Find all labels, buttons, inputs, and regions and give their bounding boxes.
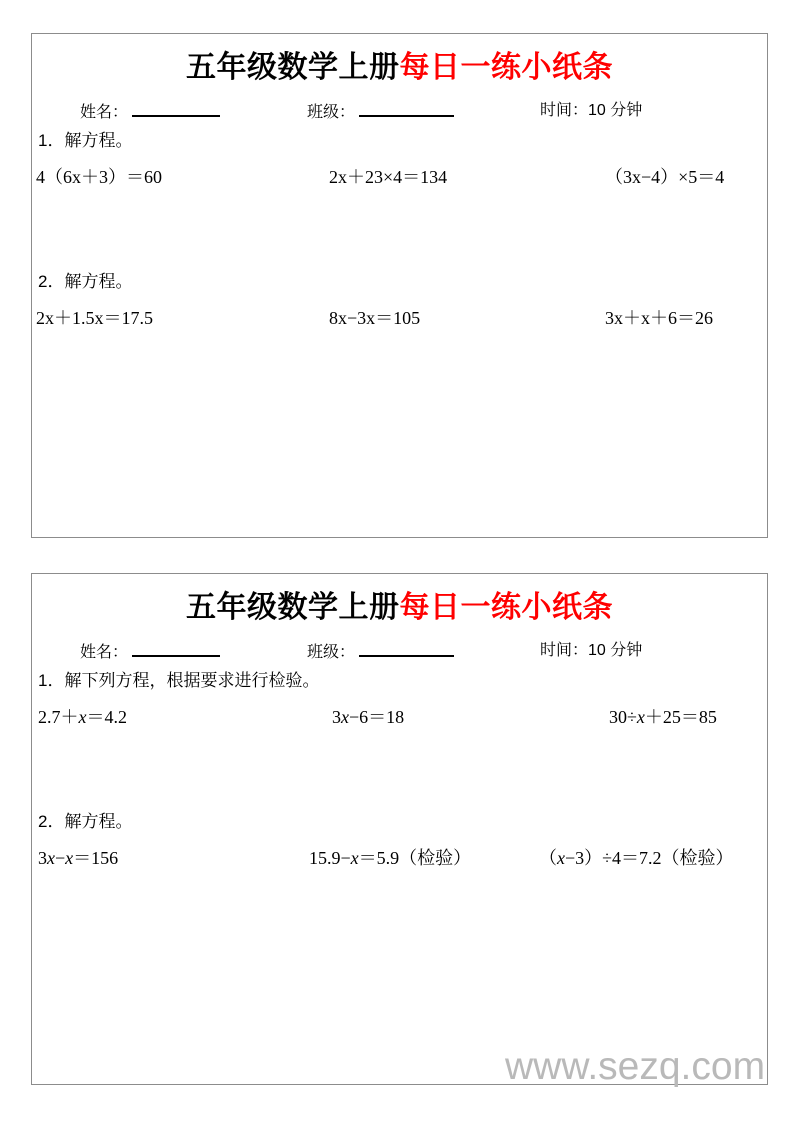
worksheet-card-2 xyxy=(31,573,768,1088)
equation: 8x−3x＝105 xyxy=(329,308,421,328)
equation-part: ＝4.2 xyxy=(86,707,127,727)
card-1-question-1-equations xyxy=(32,163,767,193)
equation-part: −6＝18 xyxy=(349,707,405,727)
equation-part: 3 xyxy=(332,707,341,727)
card-1-class-label: 班级： xyxy=(307,104,356,121)
card-1-class-blank[interactable] xyxy=(359,100,454,117)
card-1-question-2-equations xyxy=(32,304,767,334)
card-1-name-label: 姓名： xyxy=(80,104,129,121)
card-1-time-value: 10 分钟 xyxy=(588,102,643,119)
card-1-question-2-workspace xyxy=(32,334,767,394)
equation-variable: x xyxy=(341,707,349,727)
equation-part: ＝156 xyxy=(73,848,119,868)
card-1-question-1-heading: 1．解方程。 xyxy=(38,131,133,150)
equation-part: 15.9− xyxy=(309,848,351,868)
card-2-name-blank[interactable] xyxy=(132,640,220,657)
card-1-name-blank[interactable] xyxy=(132,100,220,117)
equation: 3x＋x＋6＝26 xyxy=(605,308,713,328)
card-2-meta-row xyxy=(32,640,767,670)
card-2-name-label: 姓名： xyxy=(80,644,129,661)
card-2-class-field[interactable] xyxy=(307,640,454,664)
equation-part: 30÷ xyxy=(609,707,637,727)
equation-part: 2.7＋ xyxy=(38,707,79,727)
equation-variable: x xyxy=(65,848,74,868)
card-1-question-1-workspace xyxy=(32,193,767,271)
equation xyxy=(539,844,734,872)
equation-part: −3）÷4＝7.2（检验） xyxy=(565,848,734,868)
card-2-question-2-equations xyxy=(32,844,767,874)
card-2-question-2-heading: 2．解方程。 xyxy=(38,812,133,831)
site-watermark: www.sezq.com xyxy=(505,1045,766,1088)
equation-variable: x xyxy=(636,707,645,727)
card-2-time-value: 10 分钟 xyxy=(588,642,643,659)
equation-part: （ xyxy=(539,848,557,868)
equation-variable: x xyxy=(350,848,359,868)
card-2-title-black: 五年级数学上册 xyxy=(186,591,400,624)
card-1-name-field[interactable] xyxy=(80,100,220,124)
card-2-title xyxy=(32,593,767,623)
card-2-class-blank[interactable] xyxy=(359,640,454,657)
card-1-title xyxy=(32,53,767,83)
card-2-name-field[interactable] xyxy=(80,640,220,664)
equation xyxy=(309,844,471,872)
equation-variable: x xyxy=(78,707,87,727)
card-1-meta-row xyxy=(32,100,767,130)
equation-part: 3 xyxy=(38,848,47,868)
card-1-time-field xyxy=(540,100,642,122)
equation-variable: x xyxy=(557,848,565,868)
equation-variable: x xyxy=(47,848,55,868)
equation-part: ＋25＝85 xyxy=(644,707,717,727)
card-1-time-label: 时间： xyxy=(540,102,589,119)
equation: （3x−4）×5＝4 xyxy=(605,167,725,187)
card-2-time-label: 时间： xyxy=(540,642,589,659)
card-2-question-1-heading: 1．解下列方程，根据要求进行检验。 xyxy=(38,671,320,690)
equation xyxy=(38,703,127,731)
card-1-title-black: 五年级数学上册 xyxy=(186,51,400,84)
equation: 4（6x＋3）＝60 xyxy=(36,167,162,187)
card-1-class-field[interactable] xyxy=(307,100,454,124)
card-2-time-field xyxy=(540,640,642,662)
card-1-title-red: 每日一练小纸条 xyxy=(399,51,613,84)
equation-part: − xyxy=(55,848,66,868)
card-2-title-red: 每日一练小纸条 xyxy=(399,591,613,624)
equation xyxy=(332,703,404,731)
card-2-question-2-workspace xyxy=(32,874,767,934)
worksheet-card-1 xyxy=(31,33,768,538)
equation-part: ＝5.9（检验） xyxy=(358,848,472,868)
equation xyxy=(38,844,118,872)
equation: 2x＋23×4＝134 xyxy=(329,167,448,187)
card-2-class-label: 班级： xyxy=(307,644,356,661)
equation: 2x＋1.5x＝17.5 xyxy=(36,308,153,328)
equation xyxy=(609,703,717,731)
card-2-question-1-equations xyxy=(32,703,767,733)
card-1-question-2-heading: 2．解方程。 xyxy=(38,272,133,291)
card-2-question-1-workspace xyxy=(32,733,767,811)
